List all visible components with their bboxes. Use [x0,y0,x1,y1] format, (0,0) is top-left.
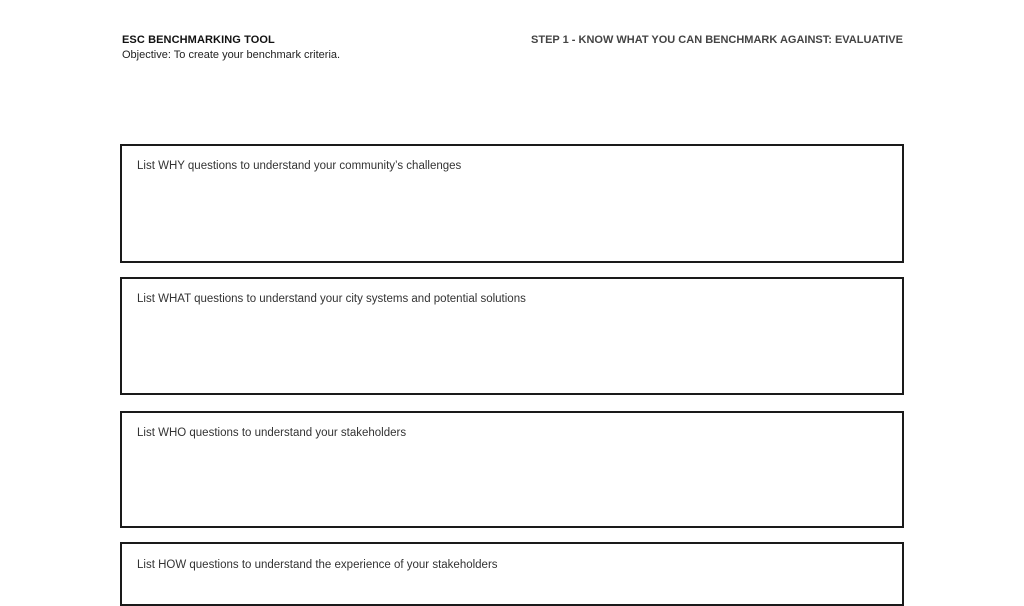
what-questions-box[interactable] [120,277,904,395]
why-questions-label: List WHY questions to understand your community’s challenges [137,160,462,172]
document-header [122,33,340,62]
why-questions-box[interactable] [120,144,904,263]
what-questions-label: List WHAT questions to understand your city systems and potential solutions [137,293,526,305]
how-questions-box[interactable] [120,542,904,606]
step-heading: STEP 1 - KNOW WHAT YOU CAN BENCHMARK AGAINST: EVALUATIVE [531,34,903,46]
who-questions-label: List WHO questions to understand your stakeholders [137,427,407,439]
document-title: ESC BENCHMARKING TOOL [122,34,275,46]
who-questions-box[interactable] [120,411,904,528]
how-questions-label: List HOW questions to understand the experience of your stakeholders [137,559,498,571]
objective-text: Objective: To create your benchmark criteria. [122,49,341,61]
